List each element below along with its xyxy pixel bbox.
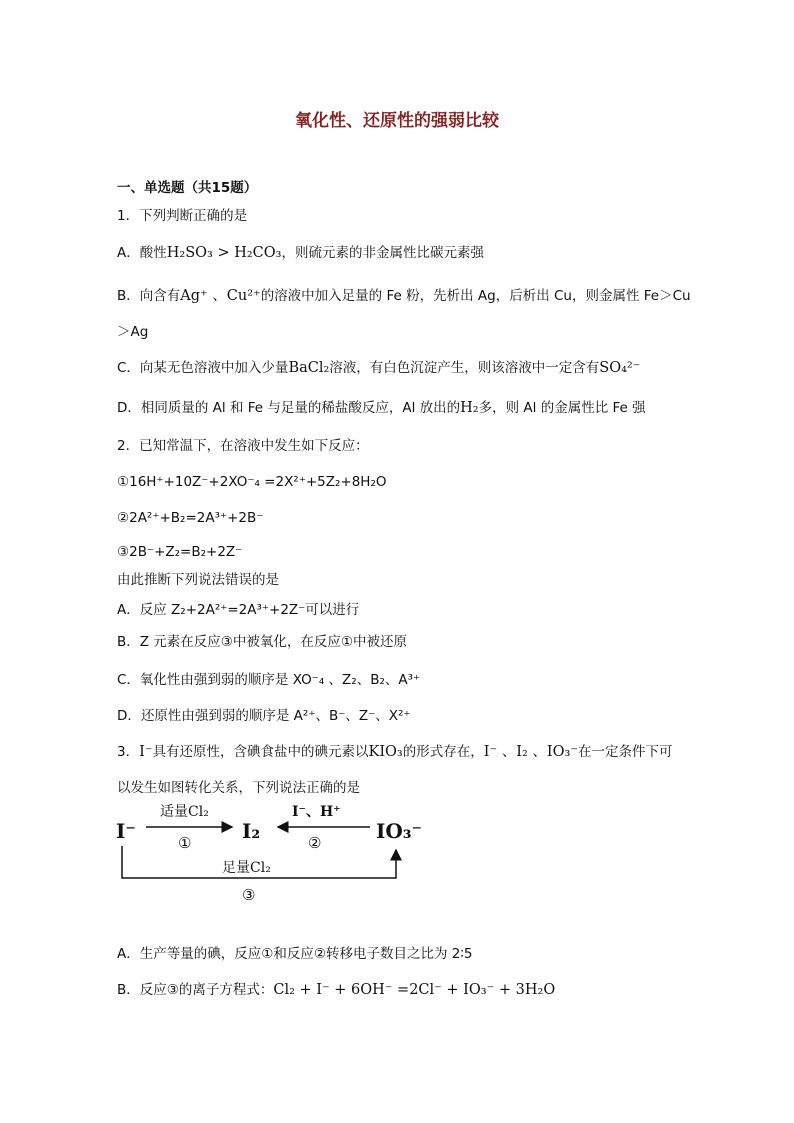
q2-option-b: B．Z 元素在反应③中被氧化，在反应①中被还原 <box>117 634 408 650</box>
q2-option-a: A．反应 Z₂+2A²⁺=2A³⁺+2Z⁻可以进行 <box>117 602 360 618</box>
q2-option-c: C．氧化性由强到弱的顺序是 XO⁻₄ 、Z₂、B₂、A³⁺ <box>117 672 421 688</box>
step2-reagent: I⁻、H⁺ <box>292 804 341 820</box>
q1-d-suffix: 多，则 Al 的金属性比 Fe 强 <box>478 400 646 416</box>
q3-b-prefix: B．反应③的离子方程式： <box>117 982 274 998</box>
q1-d-prefix: D．相同质量的 Al 和 Fe 与足量的稀盐酸反应，Al 放出的 <box>117 400 461 416</box>
q1-option-c <box>117 358 640 378</box>
q3-option-b <box>117 980 555 1000</box>
q3-iodide: I⁻ <box>139 744 153 760</box>
q2-question: 由此推断下列说法错误的是 <box>117 572 279 588</box>
diagram-iodide: I⁻ <box>116 819 136 843</box>
step3-reagent: 足量Cl₂ <box>222 860 271 876</box>
q3-b-equation: Cl₂ + I⁻ + 6OH⁻ =2Cl⁻ + IO₃⁻ + 3H₂O <box>273 982 556 998</box>
diagram-iodate: IO₃⁻ <box>376 819 423 843</box>
q1-a-prefix: A．酸性 <box>117 245 167 261</box>
q2-option-d: D．还原性由强到弱的顺序是 A²⁺、B⁻、Z⁻、X²⁺ <box>117 708 411 724</box>
q3-kio3: KIO₃ <box>368 744 403 760</box>
q1-stem: 1．下列判断正确的是 <box>117 208 248 224</box>
q1-d-h2: H₂ <box>460 400 479 416</box>
q2-reaction-2: ②2A²⁺+B₂=2A³⁺+2B⁻ <box>117 510 264 526</box>
q1-a-formula: H₂SO₃ > H₂CO₃ <box>166 245 282 261</box>
q2-reaction-3: ③2B⁻+Z₂=B₂+2Z⁻ <box>117 544 243 560</box>
iodine-conversion-diagram <box>112 800 432 910</box>
diagram-iodine: I₂ <box>242 819 261 843</box>
section-heading: 一、单选题（共15题） <box>117 180 258 196</box>
step2-number: ② <box>308 834 322 852</box>
q3-stem-part1: 具有还原性，含碘食盐中的碘元素以 <box>152 744 369 760</box>
step3-number: ③ <box>242 886 256 904</box>
q1-b-prefix: B．向含有 <box>117 288 181 304</box>
q3-stem-line1: 3．I⁻具有还原性，含碘食盐中的碘元素以KIO₃的形式存在，I⁻ 、I₂ 、IO₃⁻在一定条件下可 <box>117 744 673 760</box>
q3-stem-line2: 以发生如图转化关系，下列说法正确的是 <box>117 780 360 796</box>
step1-number: ① <box>178 834 192 852</box>
q1-option-b-line2: ＞Ag <box>117 324 149 340</box>
q1-b-suffix: 的溶液中加入足量的 Fe 粉，先析出 Ag，后析出 Cu，则金属性 Fe＞Cu <box>260 288 691 304</box>
q1-b-ions: Ag⁺ 、Cu²⁺ <box>180 288 261 304</box>
q1-option-a <box>117 243 484 263</box>
q3-stem-part3: 在一定条件下可 <box>577 744 673 760</box>
document-title: 氧化性、还原性的强弱比较 <box>295 111 499 131</box>
q1-c-reagent: BaCl₂ <box>288 360 330 376</box>
q1-option-d <box>117 398 646 418</box>
q1-c-middle: 溶液，有白色沉淀产生，则该溶液中一定含有 <box>329 360 600 376</box>
q1-option-b-line1 <box>117 286 691 306</box>
q3-species: I⁻ 、I₂ 、IO₃⁻ <box>483 744 578 760</box>
step1-reagent: 适量Cl₂ <box>160 804 209 820</box>
q2-stem: 2．已知常温下，在溶液中发生如下反应： <box>117 438 369 454</box>
q1-c-prefix: C．向某无色溶液中加入少量 <box>117 360 289 376</box>
q3-option-a: A．生产等量的碘，反应①和反应②转移电子数目之比为 2∶5 <box>117 946 473 962</box>
q2-reaction-1: ①16H⁺+10Z⁻+2XO⁻₄ =2X²⁺+5Z₂+8H₂O <box>117 474 387 490</box>
q1-a-suffix: ，则硫元素的非金属性比碳元素强 <box>281 245 484 261</box>
q1-c-ion: SO₄²⁻ <box>599 360 641 376</box>
q3-stem-part2: 的形式存在， <box>402 744 484 760</box>
